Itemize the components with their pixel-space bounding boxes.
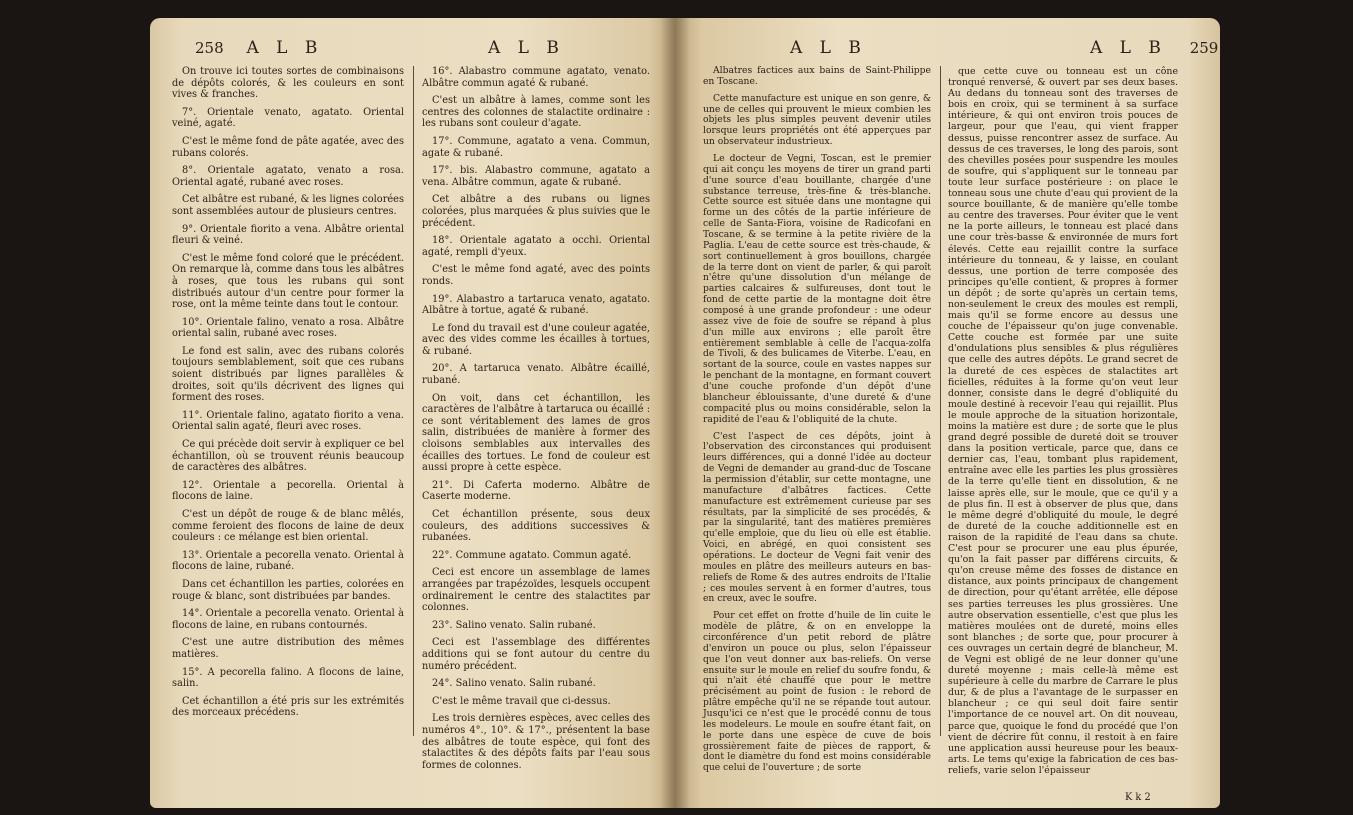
paragraph: 22°. Commune agatato. Commun agaté. bbox=[432, 549, 632, 561]
book-gutter bbox=[660, 18, 690, 808]
paragraph: 13°. Orientale a pecorella venato. Oriental à flocons de laine, rubané. bbox=[172, 549, 404, 573]
left-running-head-2: A L B bbox=[488, 38, 565, 58]
paragraph: Ceci est l'assemblage des différentes additions qui se font autour du centre du numéro précédent. bbox=[422, 637, 650, 672]
paragraph: 11°. Orientale falino, agatato fiorito a vena. Oriental salin agaté, fleuri avec roses. bbox=[172, 409, 404, 433]
right-page-number: 259 bbox=[1189, 39, 1219, 57]
paragraph: C'est le même fond de pâte agatée, avec des rubans colorés. bbox=[172, 135, 404, 159]
paragraph: 16°. Alabastro commune agatato, venato. Albâtre commun agaté & rubané. bbox=[422, 66, 650, 89]
paragraph: Le fond du travail est d'une couleur agatée, avec des vides comme les écailles à tortues, & rubané. bbox=[422, 322, 650, 357]
paragraph: 14°. Orientale a pecorella venato. Oriental à flocons de laine, en rubans contournés. bbox=[172, 608, 404, 631]
paragraph: Cet albâtre a des rubans ou lignes colorées, plus marquées & plus suivies que le précédent. bbox=[422, 194, 650, 229]
paragraph: Les trois dernières espèces, avec celles des numéros 4°., 10°. & 17°., présentent la base des albâtres de toute espèce, qui font des stalactites & des dépôts faits par l'eau sous formes de colonnes. bbox=[422, 713, 650, 771]
paragraph: que cette cuve ou tonneau est un cône tronqué renversé, & ouvert par ses deux bases. Au dedans du tonneau sont des traverses de bois en croix, qui se terminent à sa surface intérieure, & qui ont environ trois pouces de largeur, pour que l'eau, qui vient frapper dessus, puisse rencontrer assez de surface. Au dessus de ces traverses, le long des parois, sont des chevilles posées pour suspendre les moules de soufre, qui s'appliquent sur le tonneau par toute leur surface postérieure : on place le tonneau sous une chute d'eau qui provient de la source bouillante, & de manière qu'elle tombe au centre des traverses. Pour éviter que le vent ne la porte ailleurs, le tonneau est placé dans une cour très-basse & environnée de murs fort élevés. Cette eau rejaillit contre la surface intérieure du tonneau, & y laisse, en coulant dessus, une portion de terre composée des principes qu'elle contient, & propres à former un dépôt ; de sorte qu'après un certain tems, non-seulement le creux des moules est rempli, mais qu'il se forme encore au dessus une couche de l'épaisseur qu'on juge convenable. Cette couche est formée par une suite d'ondulations plus sensibles & plus régulières que celle des autres dépôts. Le grand secret de la dureté de ces espèces de stalactites art ficielles, réduites à la forme qu'on veut leur donner, consiste dans le degré d'obliquité du moule destiné à recevoir l'eau qui rejaillit. Plus le moule approche de la situation horizontale, moins la matière est dure ; de sorte que le plus grand degré possible de dureté doit se trouver dans la position verticale, parce que, dans ce dernier cas, l'eau, tombant plus rapidement, entraîne avec elle les parties les plus grossières de la terre qu'elle tient en dissolution, & ne laisse après elle, sur le moule, que ce qu'il y a de plus fin. Il est à observer de plus que, dans le même degré d'obliquité du moule, le degré de dureté de la couche additionnelle est en raison de la rapidité de l'eau dans sa chute. C'est pour se procurer une eau plus épurée, qu'on la fait passer par différens circuits, & qu'on creuse même des fosses de distance en distance, aux points principaux de changement de direction, pour qu'étant arrêtée, elle dépose ses parties terreuses les plus grossières. Une autre observation essentielle, c'est que plus les matières moulées ont de dureté, moins elles sont blanches ; de sorte que, pour procurer à ces ouvrages un certain degré de blancheur, M. de Vegni est obligé de ne leur donner qu'une dureté moyenne ; mais celle-là même est supérieure à celle du marbre de Carrare le plus dur, & de plus a l'avantage de le surpasser en blancheur ; ce qui seul doit faire sentir l'importance de ce nouvel art. On dit nouveau, parce que, quoique le fond du procédé que l'on vient de décrire fût connu, il restoit à en faire une application aussi heureuse pour les beaux-arts. Le tems qu'exige la fabrication de ces bas-reliefs, varie selon l'épaisseur bbox=[948, 66, 1178, 776]
left-running-head: A L B bbox=[246, 38, 324, 58]
paragraph: On trouve ici toutes sortes de combinaisons de dépôts colorés, & les couleurs en sont vives & franches. bbox=[172, 66, 404, 101]
left-page-header bbox=[195, 38, 323, 58]
right-page-header bbox=[1090, 38, 1218, 58]
right-column-1 bbox=[703, 66, 931, 780]
paragraph: C'est un dépôt de rouge & de blanc mêlés, comme feroient des flocons de laine de deux couleurs : ce mélange est bien oriental. bbox=[172, 509, 404, 544]
paragraph: Le docteur de Vegni, Toscan, est le premier qui ait conçu les moyens de tirer un grand parti d'une source d'eau bouillante, chargée d'une substance terreuse, très-fine & très-blanche. Cette source est située dans une montagne qui forme un des côtés de la partie inférieure de celle de Santa-Fiora, voisine de Radicofani en Toscane, & se termine à la petite rivière de la Paglia. L'eau de cette source est très-chaude, & sort continuellement à gros bouillons, chargée de la terre dont on vient de parler, & qui paroît n'être qu'une dissolution d'un mélange de parties calcaires & sulfureuses, dont tout le fond de cette partie de la montagne doit être composé à une grande profondeur : une odeur assez vive de foie de soufre se répand à plus d'un mille aux environs ; elle paroît être entièrement semblable à celle de l'acqua-zolfa de Tivoli, & des bulicames de Viterbe. L'eau, en sortant de la source, coule en vastes nappes sur le penchant de la montagne, en formant couvert d'une couche profonde d'un dépôt d'une blancheur éblouissante, d'une dureté & d'une compacité plus ou moins considérable, selon la rapidité de l'eau & l'obliquité de la chute. bbox=[703, 153, 931, 425]
paragraph: C'est le même travail que ci-dessus. bbox=[432, 695, 611, 707]
paragraph: 17°. Commune, agatato a vena. Commun, agate & rubané. bbox=[422, 135, 650, 159]
right-running-head: A L B bbox=[790, 38, 867, 58]
left-page-number: 258 bbox=[195, 39, 224, 57]
paragraph: Ce qui précède doit servir à expliquer ce bel échantillon, où se trouvent réunis beaucoup de caractères des albâtres. bbox=[172, 439, 404, 474]
paragraph: 21°. Di Caferta moderno. Albâtre de Caserte moderne. bbox=[422, 479, 650, 503]
column-rule-left bbox=[413, 66, 414, 736]
paragraph: C'est un albâtre à lames, comme sont les centres des colonnes de stalactite ordinaire : les rubans sont couleur d'agate. bbox=[422, 95, 650, 130]
signature-mark: K k 2 bbox=[1125, 792, 1151, 803]
paragraph: C'est l'aspect de ces dépôts, joint à l'observation des circonstances qui produisent leurs différences, qui a donné l'idée au docteur de Vegni de demander au grand-duc de Toscane la permission d'établir, sur cette montagne, une manufacture d'albâtres factices. Cette manufacture est extrêmement curieuse par ses résultats, par la simplicité de ses procédés, & par la singularité, tant des matières premières qu'elle emploie, que du lieu où elle est établie. Voici, en abrégé, en quoi consistent ses opérations. Le docteur de Vegni fait venir des moules en plâtre des meilleurs auteurs en bas-reliefs de Rome & des autres endroits de l'Italie ; ces moules servent à en former d'autres, tous en creux, avec le soufre. bbox=[703, 430, 931, 605]
column-rule-right bbox=[940, 66, 941, 736]
paragraph: C'est le même fond coloré que le précédent. On remarque là, comme dans tous les albâtres à roses, que tous les rubans qui sont distribués autour d'un centre pour former la rose, ont la même teinte dans tout le contour. bbox=[172, 252, 404, 311]
paragraph: Albatres factices aux bains de Saint-Philippe en Toscane. bbox=[703, 65, 931, 87]
paragraph: C'est une autre distribution des mêmes matières. bbox=[172, 637, 404, 660]
paragraph: 17°. bis. Alabastro commune, agatato a vena. Albâtre commun, agate & rubané. bbox=[422, 165, 650, 188]
paragraph: 24°. Salino venato. Salin rubané. bbox=[432, 678, 596, 690]
paragraph: Cet échantillon présente, sous deux couleurs, des additions successives & rubanées. bbox=[422, 509, 650, 544]
paragraph: Cette manufacture est unique en son genre, & une de celles qui prouvent le mieux combien les objets les plus simples peuvent devenir utiles lorsque leurs propriétés ont été apperçues par un observateur industrieux. bbox=[703, 92, 931, 148]
paragraph: 7°. Orientale venato, agatato. Oriental veiné, agaté. bbox=[172, 106, 404, 130]
paragraph: C'est le même fond agaté, avec des points ronds. bbox=[422, 264, 650, 287]
paragraph: 9°. Orientale fiorito a vena. Albâtre oriental fleuri & veiné. bbox=[172, 223, 404, 247]
paragraph: Ceci est encore un assemblage de lames arrangées par trapézoïdes, lesquels occupent ordinairement le centre des stalactites par colonnes. bbox=[422, 567, 650, 614]
right-running-head-2: A L B bbox=[1090, 38, 1167, 58]
paragraph: 12°. Orientale a pecorella. Oriental à flocons de laine. bbox=[172, 479, 404, 503]
paragraph: 18°. Orientale agatato a occhi. Oriental agaté, rempli d'yeux. bbox=[422, 235, 650, 258]
paragraph: On voit, dans cet échantillon, les caractères de l'albâtre à tartaruca ou écaillé : ce sont véritablement des lames de gros salin, distribuées de manière à former des cloisons semblables aux intervalles des écailles des tortues. Le fond de couleur est aussi propre à cette espèce. bbox=[422, 392, 651, 474]
paragraph: 20°. A tartaruca venato. Albâtre écaillé, rubané. bbox=[422, 363, 650, 387]
left-column-1 bbox=[172, 66, 404, 725]
paragraph: Pour cet effet on frotte d'huile de lin cuite le modèle de plâtre, & on en enveloppe la circonférence d'un petit rebord de plâtre d'environ un pouce ou plus, selon l'épaisseur que l'on veut donner aux bas-reliefs. On verse ensuite sur le moule en relief du soufre fondu, & qui n'ait été chauffé que pour le mettre précisément au point de fusion : le rebord de plâtre empêche qu'il ne se répande tout autour. Jusqu'ici ce n'est que le procédé connu de tous les modeleurs. Le moule en soufre étant fait, on le porte dans une espèce de cuve de bois grossièrement faite de pièces de rapport, & dont le diamètre du fond est moins considérable que celui de l'ouverture ; de sorte bbox=[703, 610, 931, 774]
left-column-2 bbox=[422, 66, 650, 777]
paragraph: 23°. Salino venato. Salin rubané. bbox=[432, 619, 596, 631]
paragraph: Dans cet échantillon les parties, colorées en rouge & blanc, sont distribuées par bandes. bbox=[172, 578, 404, 602]
paragraph: 15°. A pecorella falino. A flocons de laine, salin. bbox=[172, 666, 404, 690]
right-column-2 bbox=[948, 66, 1178, 782]
paragraph: Cet échantillon a été pris sur les extrémités des morceaux précédens. bbox=[172, 695, 404, 719]
paragraph: 19°. Alabastro a tartaruca venato, agatato. Albâtre à tortue, agaté & rubané. bbox=[422, 293, 650, 317]
paragraph: Cet albâtre est rubané, & les lignes colorées sont assemblées autour de plusieurs centres. bbox=[172, 194, 404, 217]
paragraph: 10°. Orientale falino, venato a rosa. Albâtre oriental salin, rubané avec roses. bbox=[172, 316, 404, 340]
paragraph: 8°. Orientale agatato, venato a rosa. Oriental agaté, rubané avec roses. bbox=[172, 165, 404, 188]
paragraph: Le fond est salin, avec des rubans colorés toujours semblablement, soit que ces rubans soient distribués par lignes parallèles & droites, soit qu'ils décrivent des lignes qui forment des roses. bbox=[172, 345, 404, 404]
